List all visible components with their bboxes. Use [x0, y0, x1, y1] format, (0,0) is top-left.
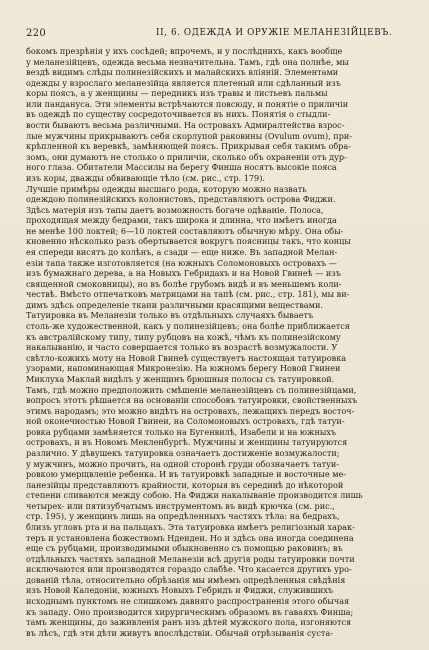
text-line: ланезійцы представляютъ крайности, которыя въ серединѣ до нѣкоторой	[26, 479, 344, 490]
text-line: узорами, напоминающая Микронезію. На южномъ берегу Новой Гвинеи	[26, 363, 341, 374]
text-line: тамъ женщины, до заживленія ранъ изъ дѣтей мужского пола, изгоняются	[26, 617, 352, 628]
text-line: не менѣе 100 локтей; 6—10 локтей составляютъ обычную мѣру. Она обы-	[26, 225, 344, 236]
text-line: исходнымъ пунктомъ не слишкомъ давняго распространенія этого обычая	[26, 596, 350, 607]
text-line: проходящая между бедрами, такъ широка и длинна, что имѣетъ иногда	[26, 215, 337, 226]
text-line: накалыванію, и часто совершается только въ возрастѣ возмужалости. У	[26, 342, 338, 353]
body-text	[26, 46, 408, 638]
text-line: зомъ, они думаютъ не столько о приличіи, сколько объ охраненіи отъ дур-	[26, 151, 347, 162]
text-line: димъ здѣсь определеніе ткани различными красящими веществами.	[26, 299, 323, 310]
text-line: крѣпленной къ веревкѣ, замѣняющей поясъ. Прикрывая себя такимъ обра-	[26, 141, 352, 152]
text-line: къ западу. Оно производится хирургическимъ образомъ въ гаваяхъ Финша;	[26, 606, 354, 617]
text-line: священной смоковницы), но въ болѣе грубомъ видѣ и въ меньшемъ коли-	[26, 278, 342, 289]
text-line: у мужчинъ, можно прочить, на одной сторонѣ груди обозначаетъ татуи-	[26, 458, 340, 469]
text-line: близъ угловъ рта и на пальцахъ. Эта татуировка имѣетъ религіозный харак-	[26, 522, 355, 533]
text-line: ровкою умерщвленіе ребенка. И въ татуировкѣ западные и восточные ме-	[26, 469, 347, 480]
text-line: Здѣсь матерія изъ тапы даетъ возможность богаче одѣваніе. Полоса,	[26, 204, 324, 215]
text-line: вости бываютъ весьма различными. На островахъ Адмиралтейства взрос-	[26, 120, 345, 131]
text-line: вездѣ видимъ слѣды полинезійскихъ и малайскихъ вліяній. Элементами	[26, 67, 339, 78]
text-line: столь-же художественной, какъ у полинезійцевъ; она болѣе приближается	[26, 321, 350, 332]
text-line: теръ и установлена божествомъ Ндендеи. Но и здѣсь она иногда соединена	[26, 532, 354, 543]
text-line: четырех- или пятизубчатымъ инструментомъ въ видѣ крючка (см. рис.,	[26, 500, 335, 511]
text-line: Лучшіе примѣры одежды высшаго рода, которую можно назвать	[26, 183, 307, 194]
text-line: лые мужчины прикрываютъ себя скорлупой раковины (Ovulum ovum), при-	[26, 130, 353, 141]
text-line: еще съ рубцами, производимыми обыкновенно съ помощью раковинъ; въ	[26, 543, 343, 554]
text-line: вопросъ этотъ рѣшается на основаніи способовъ татуировки, свойственныхъ	[26, 395, 358, 406]
page-number: 220	[26, 28, 46, 39]
text-line: чествѣ. Вмѣсто отпечатковъ матрицами на тапѣ (см. рис., стр. 181), мы ви-	[26, 289, 350, 300]
text-line: ровка рубцами замѣняется только на Бугенвилѣ, Изабели и на южныхъ	[26, 426, 337, 437]
text-line: отдѣльныхъ частяхъ западной Меланезіи всѣ другія роды татуировки почти	[26, 553, 355, 564]
text-line: Тамъ, гдѣ можно предположить смѣшеніе меланезійцевъ съ полинезійцами,	[26, 384, 357, 395]
text-line: Миклуха Маклай видѣлъ у женщинъ брюшныя полосы съ татуировкой.	[26, 373, 335, 384]
text-line: ного глаза. Обитатели Массилы на берегу Финша носятъ высокіе пояса	[26, 162, 337, 173]
text-line: или пандануса. Эти элементы встрѣчаются повсюду, и понятіе о приличіи	[26, 98, 349, 109]
page-header	[26, 28, 404, 42]
text-line: къ австралійскому типу, типу рубцовъ на кожѣ, чѣмъ къ полинезійскому	[26, 331, 341, 342]
text-line: стр. 195), у женщинъ лишь на опредѣленныхъ частяхъ тѣла: на бедрахъ,	[26, 511, 340, 522]
text-line: у меланезійцевъ, одежда весьма незначительна. Тамъ, гдѣ она полнѣе, мы	[26, 56, 349, 67]
text-line: одеждою полинезійскихъ колонистовъ, представляютъ острова Фиджи.	[26, 194, 336, 205]
text-line: степени сливаются между собою. На Фиджи накалываніе производится лишь	[26, 490, 363, 501]
running-title: II, 6. ОДЕЖДА И ОРУЖІЕ МЕЛАНЕЗІЙЦЕВЪ.	[156, 28, 393, 38]
text-line: въ лѣсъ, гдѣ эти дѣти живутъ впослѣдствіи. Обычай отрѣзыванія суста-	[26, 627, 333, 638]
text-line: ной оконечностью Новой Гвинеи, на Соломоновыхъ островахъ, гдѣ татуи-	[26, 416, 345, 427]
text-line: исключаются или производятся гораздо слабѣе. Что касается другихъ уро-	[26, 564, 352, 575]
text-line: езіи тапа также изготовляется (на южныхъ Соломоновыхъ островахъ —	[26, 257, 337, 268]
text-line: островахъ, и въ Новомъ Мекленбургѣ. Мужчины и женщины татуируются	[26, 437, 348, 448]
text-line: дованій тѣла, относительно обрѣзанія мы имѣемъ опредѣленныя свѣдѣнія	[26, 574, 346, 585]
text-line: Татуировка въ Меланезіи только въ отдѣльныхъ случаяхъ бываетъ	[26, 310, 314, 321]
text-line: одежды у взрослаго меланезійца является плетеный или сдѣланный изъ	[26, 77, 341, 88]
text-line: изъ коры, дважды обвивающіе тѣло (см. рис., стр. 179).	[26, 172, 265, 183]
text-line: этимъ народамъ; это можно видѣть на островахъ, лежащихъ передъ восточ-	[26, 405, 355, 416]
text-line: кновенно нѣсколько разъ обертывается вокругъ поясницы такъ, что концы	[26, 236, 351, 247]
text-line: изъ бумажнаго дерева, а на Новыхъ Гебридахъ и на Новой Гвинеѣ — изъ	[26, 268, 341, 279]
text-line: свѣтло-кожихъ моту на Новой Гвинеѣ существуетъ настоящая татуировка	[26, 352, 347, 363]
text-line: ея спереди висятъ до колѣнъ, а сзади — еще ниже. Въ западной Мелан-	[26, 246, 338, 257]
text-line: изъ Новой Каледоніи, южныхъ Новыхъ Гебридъ и Фиджи, служившихъ	[26, 585, 334, 596]
text-line: въ одеждѣ по существу сосредоточивается въ нихъ. Понятія о стыдли-	[26, 109, 331, 120]
text-line: бокомъ презрѣнія у ихъ сосѣдей; впрочемъ, и у послѣднихъ, какъ вообще	[26, 46, 343, 56]
text-line: коры поясъ, а у женщины — передникъ изъ травы и листьевъ пальмы	[26, 88, 328, 99]
text-line: различно. У дѣвушекъ татуировка означаетъ достиженіе возмужалости;	[26, 447, 340, 458]
